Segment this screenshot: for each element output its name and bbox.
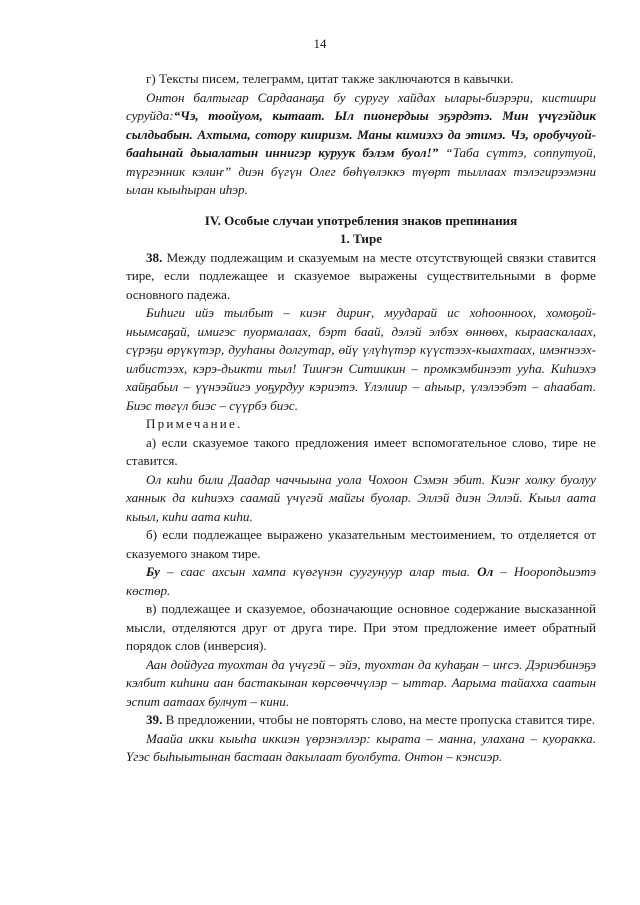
- example-letter: [126, 89, 596, 200]
- rule-38-text: Между подлежащим и сказуемым на месте отсутствующей связки ставится тире, если подлежащее и сказуемое выражены существительными в форме основного падежа.: [126, 249, 596, 302]
- rule-38: [126, 249, 596, 305]
- note-b-example: [126, 563, 596, 600]
- note-c-example: Аан дойдуга туохтан да үчүгэй – эйэ, туохтан да куһаҕан – иҥсэ. Дэриэбинэҕэ кэлбит киһини аан бастакынан көрсөөччүлэр – ыттар. Аарыма тайахха саатын эспит аатаах булчут – кини.: [126, 656, 596, 709]
- rule-38-example: Биһиги ийэ тылбыт – киэҥ дириҥ, муударай ис хоһоонноох, хомоҕой-ньымсаҕай, имигэс пуормалаах, бэрт баай, дэлэй элбэх өннөөх, кырааскалаах, сүрэҕи өрүкүтэр, дууһаны долгутар, өйү үлүһүтэр күүстээх-кыахтаах, имэҥнээх-илбистээх, кэрэ-дьикти тыл! Тииҥэн Ситиикин – промкэмбинээт ууһа. Киһиэхэ хайҕабыл – үүнээйигэ уоҕурдуу кэриэтэ. Үлэлиир – аһыыр, үлэлээбэт – аһаабат. Биэс төгүл биэс – сүүрбэ биэс.: [126, 305, 596, 413]
- note-b-text: б) если подлежащее выражено указательным местоимением, то отделяется от сказуемого знаком тире.: [126, 527, 596, 561]
- example-letter-intro: Онтон балтыгар Сардаанаҕа бу суругу хайдах ылары-биэрэри, кистиири суруйда:: [126, 89, 596, 123]
- example-letter-quote: “Чэ, тоойуом, кытаат. Ыл пионердыы эҕэрдэтэ. Мин үчүгэйдик сылдьабын. Ахтыма, сотору кииризм. Маны кимиэхэ да этимэ. Чэ, оробучуой-бааһынай дьыалатын иннигэр куруук бэлэм буол!”: [126, 108, 596, 160]
- note-a-example: Ол киһи били Даадар чаччыына уола Чохоон Сэмэн эбит. Киэҥ холку буолуу ханнык да киһиэхэ саамай үчүгэй майгы буолар. Эллэй диэн Эллэй. Кыыл аата кыыл, киһи аата киһи.: [126, 471, 596, 524]
- section-subtitle: 1. Тире: [339, 231, 383, 246]
- section-title: IV. Особые случаи употребления знаков препинания: [204, 212, 518, 228]
- note-a-text: а) если сказуемое такого предложения имеет вспомогательное слово, тире не ставится.: [126, 434, 596, 468]
- rule-39-text: В предложении, чтобы не повторять слово, на месте пропуска ставится тире.: [162, 712, 596, 727]
- document-body: [126, 70, 596, 767]
- example-telegram: “Таба сүттэ, соппутуой, түргэнник кэлиҥ” диэн бүгүн Олег бөһүөлэккэ түөрт тыллаах тэлэгирээмэни ылан кыыһыран иһэр.: [126, 145, 596, 197]
- rule-39-number: 39.: [146, 712, 163, 727]
- note-b-example-end: – Нооропдьиэтэ көстөр.: [126, 564, 597, 598]
- rule-g-text: г) Тексты писем, телеграмм, цитат также заключаются в кавычки.: [146, 71, 514, 86]
- page-number: 14: [313, 36, 327, 51]
- rule-39-example: Маайа икки кыыһа иккиэн үөрэнэллэр: кырата – манна, улахана – куоракка. Үгэс быһыытынан бастаан дакылаат буолбута. Онтон – кэнсиэр.: [126, 730, 596, 764]
- note-title: Примечание.: [146, 416, 243, 431]
- note-b-example-mid: – саас ахсын хампа күөгүнэн суугунуур алар тыа.: [159, 564, 478, 579]
- note-b-example-word1: Бу: [146, 564, 160, 579]
- rule-38-number: 38.: [146, 249, 163, 265]
- note-c-text: в) подлежащее и сказуемое, обозначающие основное содержание высказанной мысли, отделяются друг от друга тире. При этом предложение имеет обратный порядок слов (инверсия).: [126, 601, 596, 653]
- rule-39: [126, 711, 596, 730]
- note-b-example-word2: Ол: [477, 564, 494, 579]
- section-heading: [126, 212, 596, 249]
